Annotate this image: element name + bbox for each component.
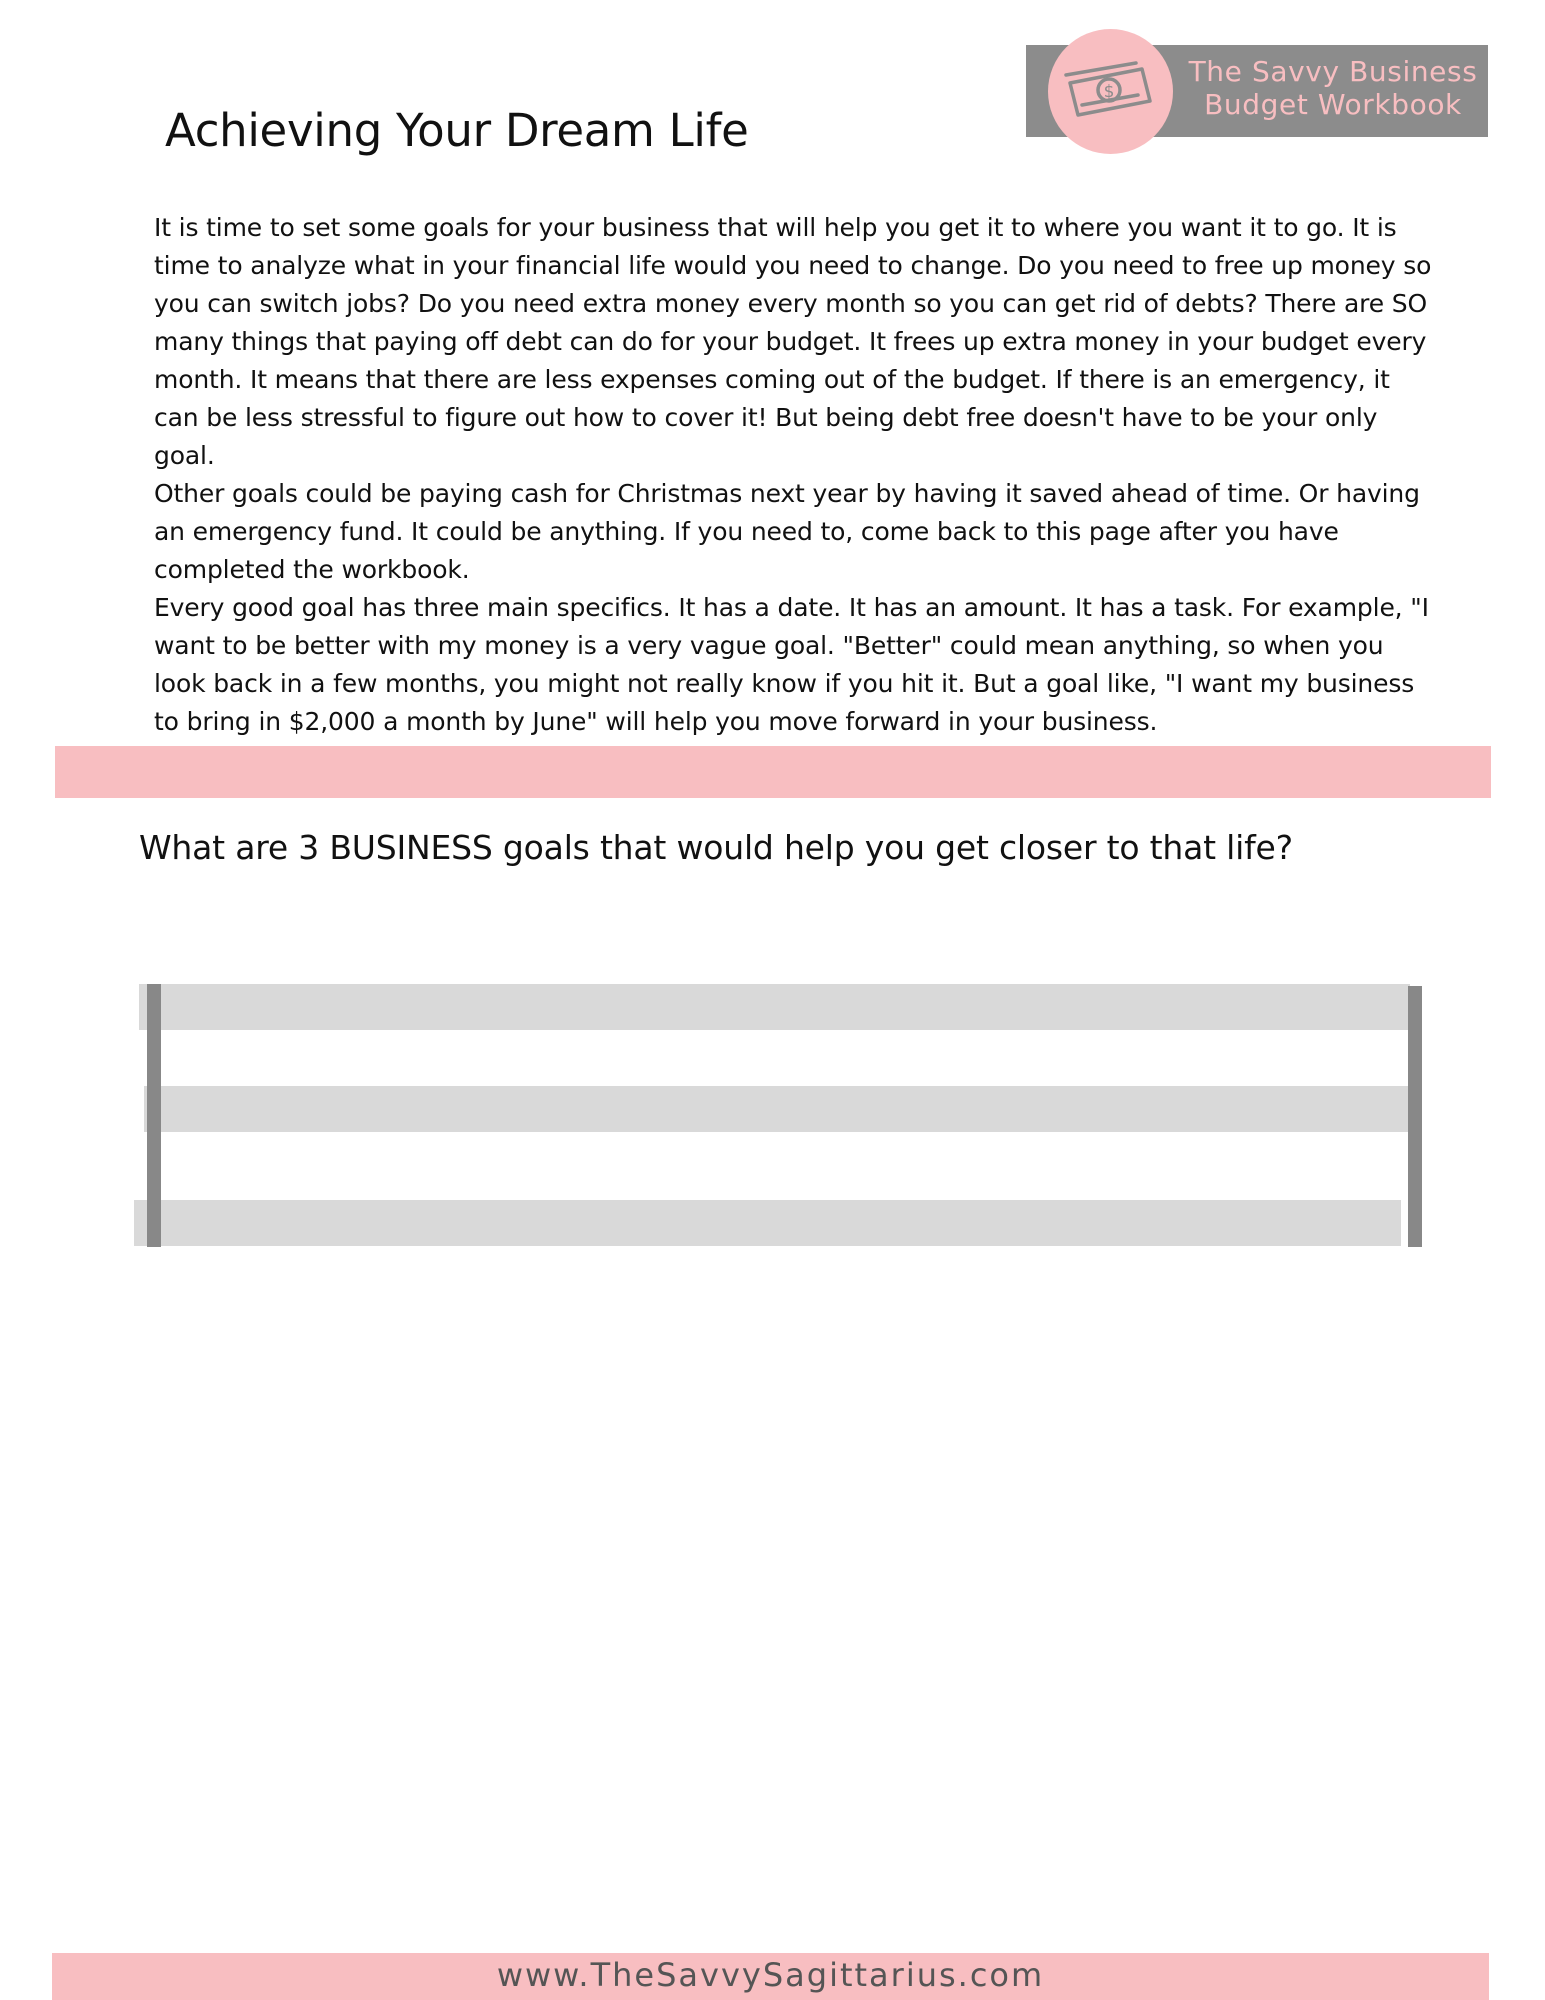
svg-text:$: $	[1103, 82, 1115, 102]
goals-question: What are 3 BUSINESS goals that would help you get closer to that life?	[139, 828, 1293, 867]
intro-text	[154, 209, 1432, 741]
intro-paragraph: Other goals could be paying cash for Christmas next year by having it saved ahead of time. Or having an emergency fund. It could be anything. If you need to, come back to this page after you have completed the workbook.	[154, 479, 1420, 584]
goal-entry-line-2[interactable]	[144, 1086, 1410, 1132]
money-bill-icon	[1062, 57, 1158, 123]
intro-paragraph: Every good goal has three main specifics. It has a date. It has an amount. It has a task. For example, "I want to be better with my money is a very vague goal. "Better" could mean anything, so when you look back in a few months, you might not really know if you hit it. But a goal like, "I want my business to bring in $2,000 a month by June" will help you move forward in your business.	[154, 593, 1429, 736]
section-divider-band	[55, 746, 1491, 798]
goal-frame-right-rail	[1408, 986, 1422, 1247]
footer-url[interactable]: www.TheSavvySagittarius.com	[496, 1956, 1045, 1994]
goal-entry-line-1[interactable]	[139, 984, 1410, 1030]
goal-frame-left-rail	[147, 984, 161, 1247]
brand-title	[1178, 55, 1488, 121]
brand-title-line1: The Savvy Business	[1188, 55, 1478, 88]
brand-title-line2: Budget Workbook	[1204, 88, 1462, 121]
page-title: Achieving Your Dream Life	[165, 104, 749, 157]
goal-entry-line-3[interactable]	[134, 1200, 1401, 1246]
intro-paragraph: It is time to set some goals for your business that will help you get it to where you want it to go. It is time to analyze what in your financial life would you need to change. Do you need to free up money so you can switch jobs? Do you need extra money every month so you can get rid of debts? There are SO many things that paying off debt can do for your budget. It frees up extra money in your budget every month. It means that there are less expenses coming out of the budget. If there is an emergency, it can be less stressful to figure out how to cover it! But being debt free doesn't have to be your only goal.	[154, 213, 1432, 470]
